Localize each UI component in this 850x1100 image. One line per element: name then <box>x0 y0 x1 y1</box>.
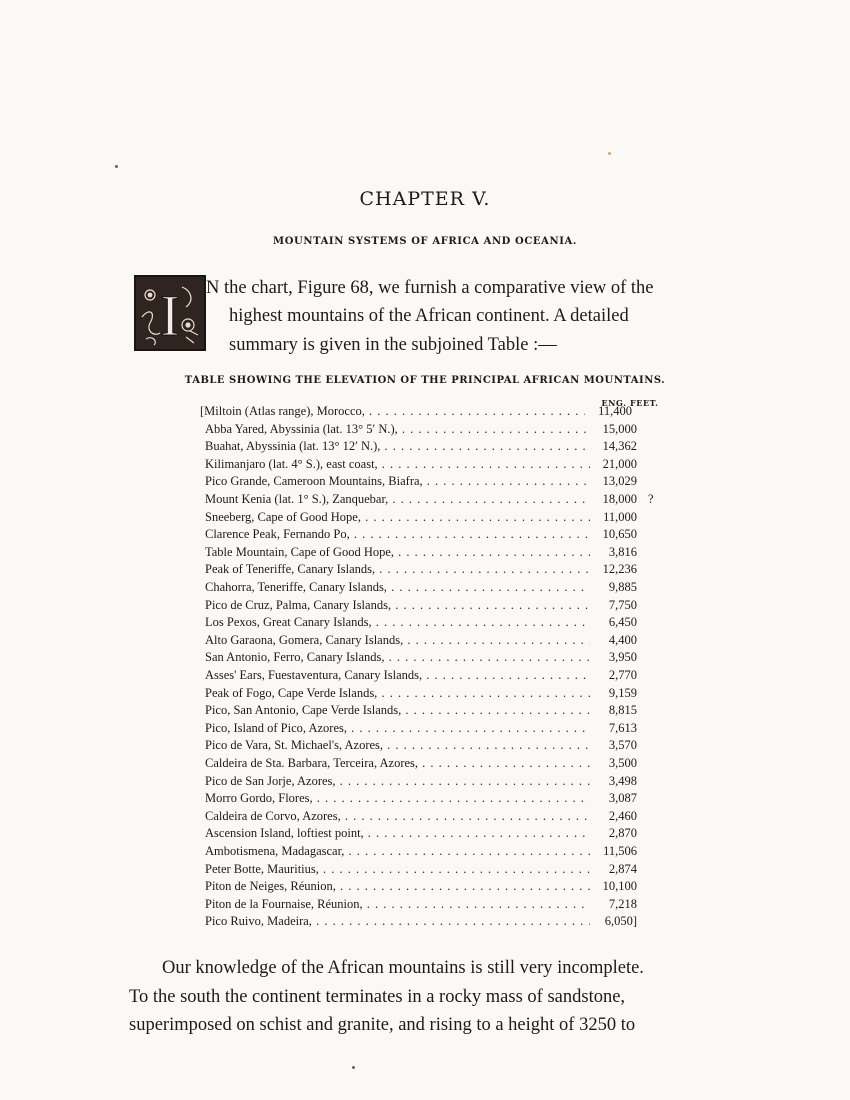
mountain-name: Pico de San Jorje, Azores, . . . <box>205 774 590 789</box>
drop-cap-letter: I <box>160 283 180 348</box>
table-row <box>205 686 665 704</box>
table-title: TABLE SHOWING THE ELEVATION OF THE PRINCIPAL AFRICAN MOUNTAINS. <box>184 375 666 386</box>
chapter-title: CHAPTER V. <box>359 188 491 210</box>
elevation-feet: 3,500 <box>608 756 637 770</box>
elevation-feet: 4,400 <box>608 632 637 647</box>
table-row <box>205 879 665 897</box>
mountain-name: Ascension Island, loftiest point, . . . <box>205 826 590 841</box>
mountain-name: Peter Botte, Mauritius, . . . <box>205 862 590 877</box>
drop-cap-ornament <box>134 275 206 351</box>
mountain-name: Pico de Cruz, Palma, Canary Islands, . . . <box>205 598 590 613</box>
table-row <box>205 545 665 563</box>
elevation-feet: 3,950 <box>608 650 637 665</box>
table-row <box>205 492 665 510</box>
table-row <box>205 633 665 651</box>
table-row <box>205 721 665 739</box>
table-row <box>205 897 665 915</box>
elevation-feet: 2,870 <box>608 826 637 841</box>
elevation-feet: 3,570 <box>608 738 637 753</box>
mountain-name: Kilimanjaro (lat. 4° S.), east coast, . . . <box>205 457 590 472</box>
table-row <box>205 914 665 932</box>
table-row <box>205 615 665 633</box>
elevation-feet: 13,029 <box>602 474 637 489</box>
mountain-name: Caldeira de Corvo, Azores, . . . <box>205 809 590 824</box>
paper-speck <box>352 1066 355 1069</box>
table-row <box>200 404 660 422</box>
table-row <box>205 562 665 580</box>
body-line-1: Our knowledge of the African mountains is still very incomplete. <box>162 958 644 978</box>
body-line-2: To the south the continent terminates in a rocky mass of sandstone, <box>129 987 626 1007</box>
table-row <box>205 756 665 774</box>
mountain-name: Los Pexos, Great Canary Islands, . . . <box>205 615 590 630</box>
elevation-feet: 14,362 <box>602 439 637 454</box>
intro-line-2: highest mountains of the African continent. A detailed <box>229 306 629 326</box>
mountain-name: Clarence Peak, Fernando Po, . . . <box>205 527 590 542</box>
intro-line-1: N the chart, Figure 68, we furnish a comparative view of the <box>206 278 654 298</box>
intro-line-3: summary is given in the subjoined Table :— <box>229 335 557 355</box>
mountain-name: Peak of Fogo, Cape Verde Islands, . . . <box>205 686 590 701</box>
elevation-feet: 11,000 <box>603 509 637 524</box>
section-title: MOUNTAIN SYSTEMS OF AFRICA AND OCEANIA. <box>273 236 577 247</box>
elevation-feet: 11,400 <box>598 404 632 418</box>
table-row <box>205 809 665 827</box>
mountain-name: [Miltoin (Atlas range), Morocco, . . . <box>200 404 585 419</box>
elevation-feet: 9,885 <box>608 580 637 594</box>
elevation-feet: 10,100 <box>602 879 637 894</box>
mountain-name: Chahorra, Teneriffe, Canary Islands, . . . <box>205 580 590 595</box>
table-row <box>205 598 665 616</box>
table-row <box>205 862 665 880</box>
table-row <box>205 580 665 598</box>
mountain-name: Alto Garaona, Gomera, Canary Islands, . . . <box>205 633 590 648</box>
elevation-feet: 11,506 <box>603 844 637 858</box>
table-row <box>205 703 665 721</box>
elevation-feet: 6,050] <box>604 914 637 929</box>
table-unit-header: ENG. FEET. <box>601 398 659 408</box>
elevation-feet: 2,460 <box>608 808 637 823</box>
mountain-name: Mount Kenia (lat. 1° S.), Zanquebar, . . . <box>205 492 590 507</box>
elevation-feet: 2,874 <box>608 861 637 876</box>
table-row <box>205 791 665 809</box>
mountain-name: Abba Yared, Abyssinia (lat. 13° 5′ N.), . . . <box>205 422 590 437</box>
mountain-name: Table Mountain, Cape of Good Hope, . . . <box>205 545 590 560</box>
table-row <box>205 510 665 528</box>
elevation-feet: 3,498 <box>608 773 637 788</box>
elevation-feet: 3,816 <box>608 544 637 559</box>
mountain-name: Pico Ruivo, Madeira, . . . <box>205 914 590 929</box>
table-row <box>205 439 665 457</box>
table-row <box>205 457 665 475</box>
elevation-feet: 6,450 <box>608 615 637 630</box>
mountain-name: Pico, Island of Pico, Azores, . . . <box>205 721 590 736</box>
mountain-name: Piton de Neiges, Réunion, . . . <box>205 879 590 894</box>
table-row <box>205 668 665 686</box>
elevation-feet: 10,650 <box>602 527 637 542</box>
paper-speck <box>608 152 611 155</box>
mountain-name: Morro Gordo, Flores, . . . <box>205 791 590 806</box>
table-row <box>205 650 665 668</box>
floral-ornament-icon <box>136 277 204 349</box>
table-row <box>205 774 665 792</box>
mountain-name: Peak of Teneriffe, Canary Islands, . . . <box>205 562 590 577</box>
elevation-feet: 7,750 <box>608 597 637 612</box>
table-row <box>205 826 665 844</box>
elevation-feet: 15,000 <box>602 421 637 436</box>
mountain-name: Ambotismena, Madagascar, . . . <box>205 844 590 859</box>
mountain-name: Pico de Vara, St. Michael's, Azores, . . . <box>205 738 590 753</box>
mountain-name: Pico, San Antonio, Cape Verde Islands, . . . <box>205 703 590 718</box>
mountain-name: Buahat, Abyssinia (lat. 13° 12′ N.), . . . <box>205 439 590 454</box>
table-row <box>205 527 665 545</box>
elevation-feet: 2,770 <box>608 668 637 682</box>
mountain-name: Piton de la Fournaise, Réunion, . . . <box>205 897 590 912</box>
table-row <box>205 844 665 862</box>
mountain-name: Sneeberg, Cape of Good Hope, . . . <box>205 510 590 525</box>
elevation-feet: 9,159 <box>608 685 637 700</box>
elevation-feet: 12,236 <box>602 562 637 577</box>
table-row <box>205 738 665 756</box>
mountain-name: San Antonio, Ferro, Canary Islands, . . . <box>205 650 590 665</box>
elevation-feet: 3,087 <box>608 791 637 806</box>
elevation-feet: 21,000 <box>602 456 637 471</box>
elevation-feet: 8,815 <box>608 703 637 718</box>
paper-speck <box>115 165 118 168</box>
elevation-feet: 7,613 <box>608 720 637 735</box>
elevation-feet: 18,000 <box>602 492 637 506</box>
table-row <box>205 474 665 492</box>
table-row <box>205 422 665 440</box>
uncertainty-mark: ? <box>648 492 654 506</box>
mountain-name: Pico Grande, Cameroon Mountains, Biafra, . . . <box>205 474 590 489</box>
mountain-name: Asses' Ears, Fuestaventura, Canary Islands, . . . <box>205 668 590 683</box>
mountain-name: Caldeira de Sta. Barbara, Terceira, Azores, . . . <box>205 756 590 771</box>
elevation-feet: 7,218 <box>608 896 637 911</box>
body-line-3: superimposed on schist and granite, and rising to a height of 3250 to <box>129 1015 636 1035</box>
